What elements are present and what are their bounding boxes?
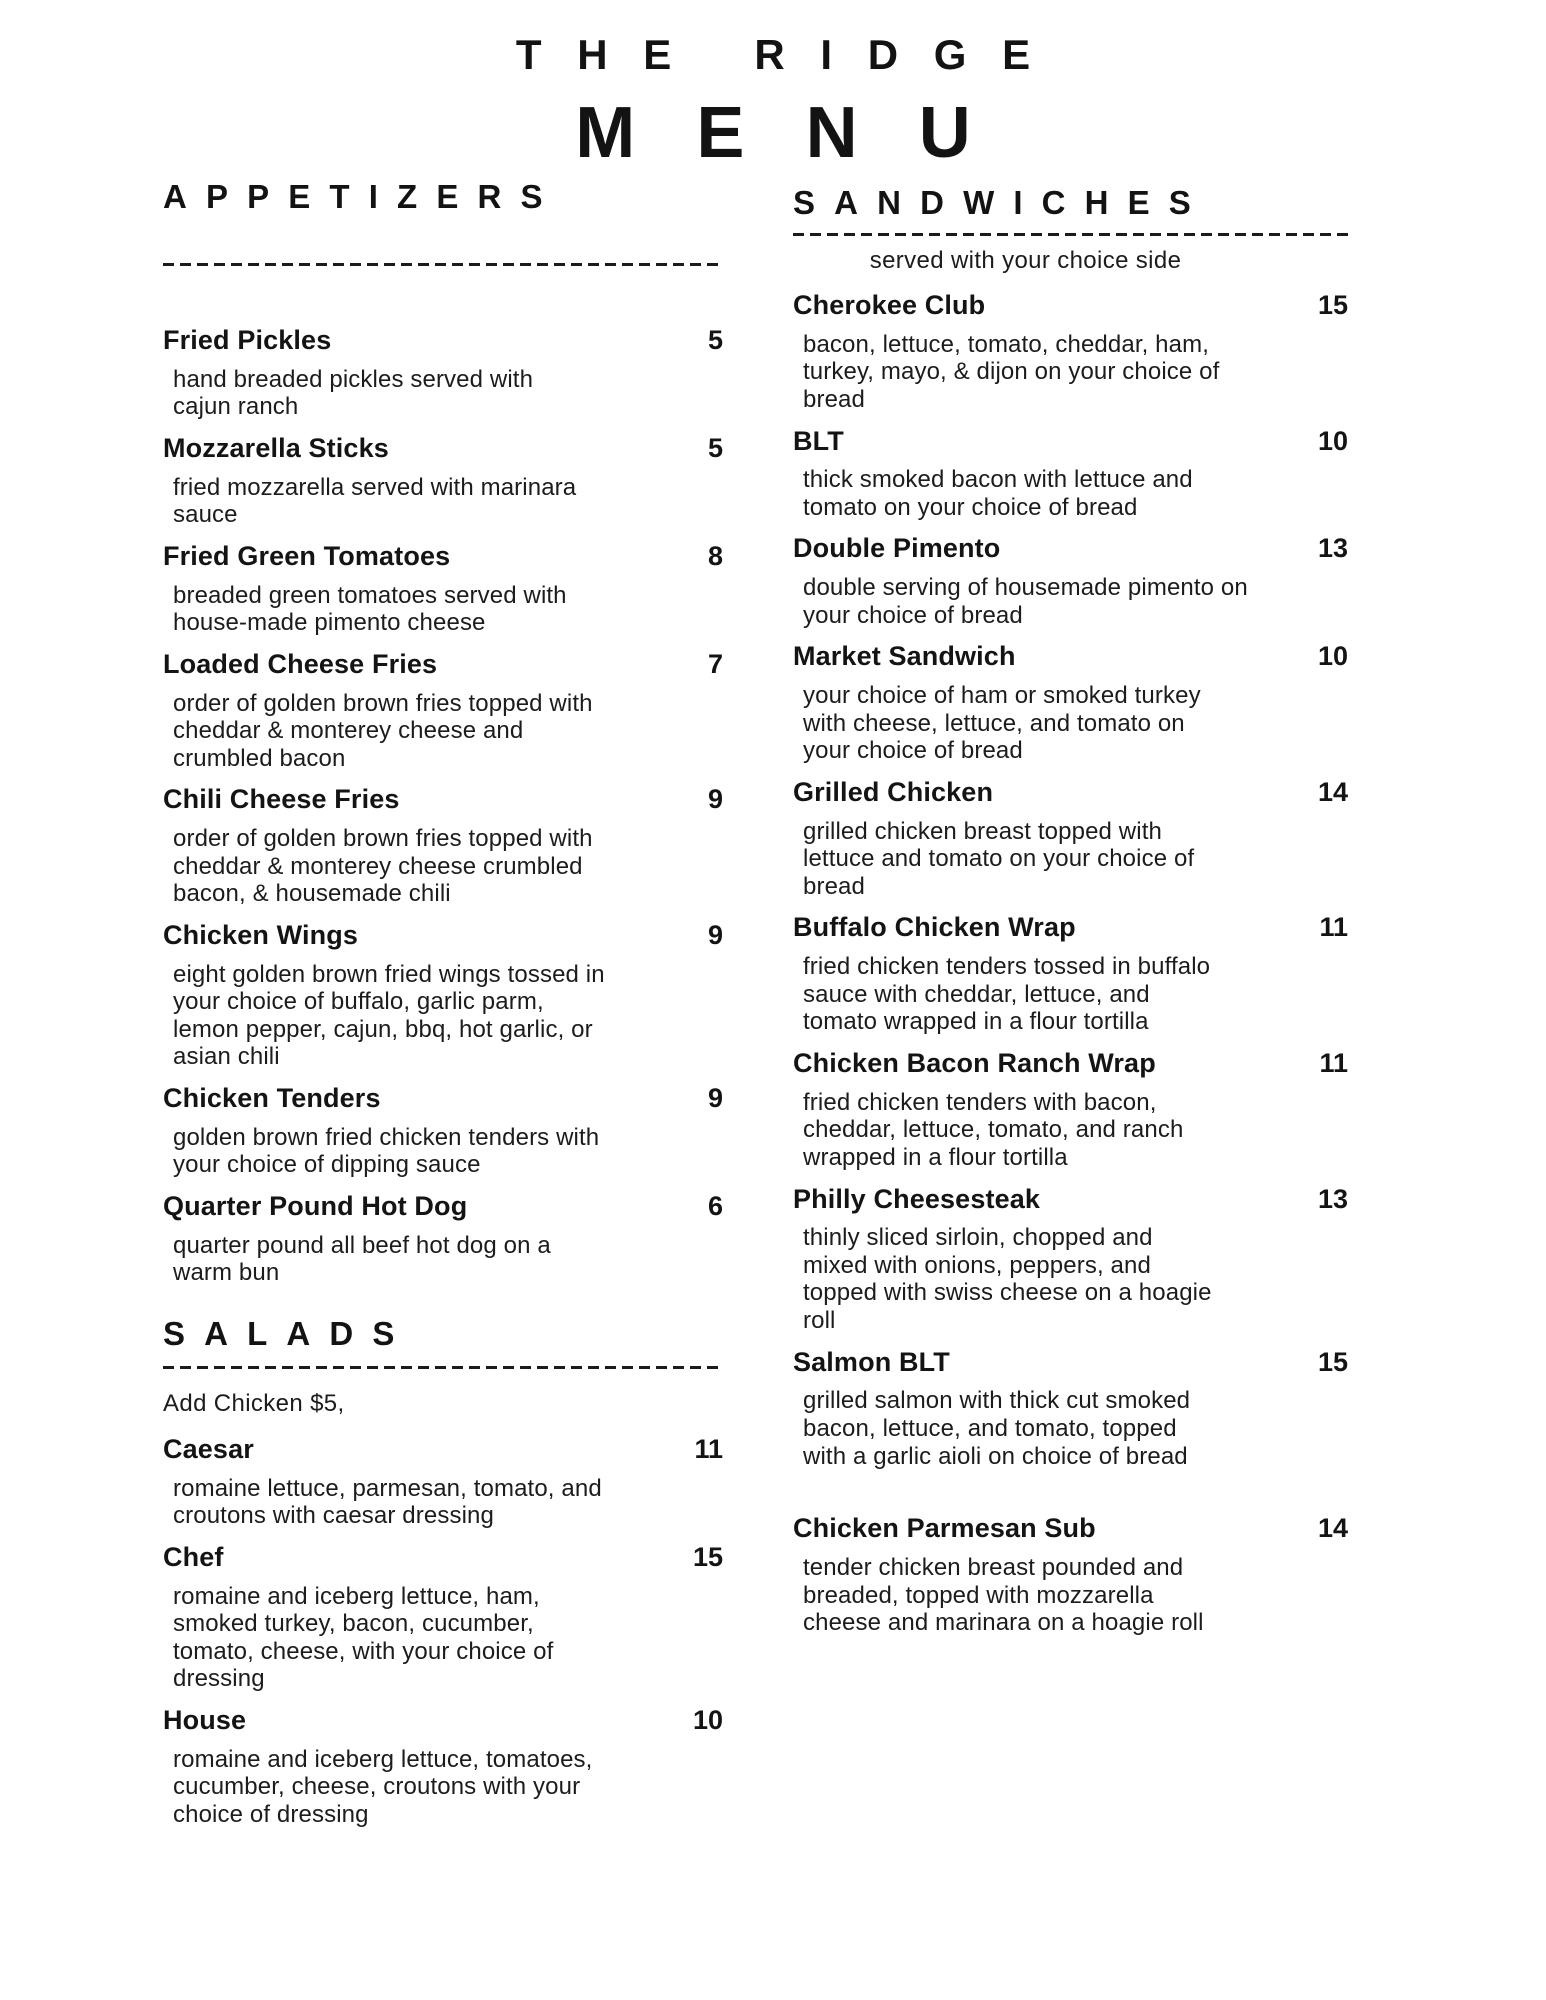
section-note: served with your choice side <box>869 247 1182 274</box>
item-row <box>793 1346 1348 1380</box>
menu-item <box>793 776 1348 901</box>
restaurant-name: THE RIDGE <box>515 31 1066 78</box>
menu-item <box>163 648 723 773</box>
item-row <box>163 1190 723 1224</box>
item-row <box>163 324 723 358</box>
item-price: 7 <box>707 648 723 679</box>
item-price: 9 <box>707 784 723 815</box>
menu-item <box>163 1433 723 1530</box>
item-name: Salmon BLT <box>793 1346 950 1377</box>
item-row <box>163 1541 723 1575</box>
item-name: Caesar <box>163 1433 254 1464</box>
item-name: Fried Pickles <box>163 325 332 355</box>
items-list <box>793 289 1348 1637</box>
menu-item <box>163 783 723 908</box>
item-price: 8 <box>707 540 723 571</box>
menu-item <box>793 1183 1348 1335</box>
section-salads <box>163 1314 723 1829</box>
item-name: Chicken Tenders <box>163 1083 381 1113</box>
item-price: 5 <box>707 325 723 355</box>
item-price: 13 <box>1317 533 1348 564</box>
item-row <box>793 911 1348 945</box>
item-name: Cherokee Club <box>793 290 986 320</box>
item-name: Quarter Pound Hot Dog <box>163 1190 468 1221</box>
item-price: 11 <box>1319 1048 1348 1078</box>
section-heading-salads: SALADS <box>163 1314 414 1352</box>
page-title: MENU <box>575 93 1032 173</box>
item-price: 15 <box>1317 290 1348 320</box>
item-name: BLT <box>793 425 844 456</box>
item-name: Chicken Parmesan Sub <box>793 1513 1096 1544</box>
item-description: romaine lettuce, parmesan, tomato, and croutons with caesar dressing <box>173 1474 602 1530</box>
item-name: Fried Green Tomatoes <box>163 540 451 571</box>
menu-item <box>163 919 723 1071</box>
item-row <box>793 289 1348 323</box>
menu-item <box>163 324 723 421</box>
item-price: 13 <box>1317 1183 1348 1214</box>
item-row <box>163 919 723 953</box>
menu-item <box>793 425 1348 522</box>
item-name: Loaded Cheese Fries <box>163 648 438 679</box>
menu-item <box>163 1704 723 1829</box>
item-price: 9 <box>707 919 723 950</box>
dashed-divider <box>163 263 723 266</box>
item-row <box>163 1082 723 1116</box>
item-description: order of golden brown fries topped with cheddar & monterey cheese and crumbled bacon <box>173 689 593 772</box>
menu-item <box>793 1346 1348 1471</box>
item-row <box>163 432 723 466</box>
item-description: thinly sliced sirloin, chopped and mixed with onions, peppers, and topped with swiss cheese on a hoagie roll <box>803 1224 1212 1335</box>
dashed-divider <box>163 1366 723 1369</box>
item-description: fried chicken tenders with bacon, cheddar, lettuce, tomato, and ranch wrapped in a flour tortilla <box>803 1088 1184 1171</box>
item-description: bacon, lettuce, tomato, cheddar, ham, turkey, mayo, & dijon on your choice of bread <box>803 330 1220 413</box>
item-name: Chili Cheese Fries <box>163 784 400 815</box>
menu-item <box>793 640 1348 765</box>
item-row <box>793 1183 1348 1217</box>
items-list <box>163 324 723 1287</box>
item-row <box>163 648 723 682</box>
item-name: Double Pimento <box>793 533 1001 564</box>
item-description: fried chicken tenders tossed in buffalo sauce with cheddar, lettuce, and tomato wrapped in a flour tortilla <box>803 953 1211 1036</box>
menu-item <box>163 1541 723 1693</box>
item-row <box>793 425 1348 459</box>
section-sandwiches <box>793 186 1348 1637</box>
item-price: 14 <box>1317 776 1348 807</box>
item-price: 10 <box>692 1704 723 1735</box>
item-row <box>163 783 723 817</box>
item-price: 11 <box>694 1433 723 1464</box>
section-heading-appetizers: APPETIZERS <box>163 178 562 215</box>
section-appetizers <box>163 180 723 1287</box>
menu-item <box>793 532 1348 629</box>
item-description: your choice of ham or smoked turkey with cheese, lettuce, and tomato on your choice of bread <box>803 682 1201 765</box>
item-name: Chicken Bacon Ranch Wrap <box>793 1048 1156 1078</box>
item-description: double serving of housemade pimento on your choice of bread <box>803 574 1248 629</box>
item-price: 15 <box>1317 1346 1348 1377</box>
item-description: grilled chicken breast topped with lettuce and tomato on your choice of bread <box>803 817 1195 900</box>
section-heading-sandwiches: SANDWICHES <box>793 184 1210 221</box>
item-description: grilled salmon with thick cut smoked bacon, lettuce, and tomato, topped with a garlic aioli on choice of bread <box>803 1387 1191 1470</box>
item-price: 6 <box>707 1190 723 1221</box>
item-description: romaine and iceberg lettuce, tomatoes, cucumber, cheese, croutons with your choice of dressing <box>173 1745 593 1828</box>
item-row <box>793 1512 1348 1546</box>
item-price: 5 <box>707 432 723 463</box>
item-name: House <box>163 1704 247 1735</box>
section-note: Add Chicken $5, <box>163 1389 345 1417</box>
item-description: breaded green tomatoes served with house-made pimento cheese <box>173 581 567 637</box>
item-description: eight golden brown fried wings tossed in your choice of buffalo, garlic parm, lemon pepper, cajun, bbq, hot garlic, or asian chili <box>173 960 605 1071</box>
item-price: 15 <box>692 1541 723 1572</box>
menu-item <box>793 289 1348 414</box>
item-name: Chicken Wings <box>163 919 359 950</box>
item-price: 10 <box>1317 641 1348 672</box>
items-list <box>163 1433 723 1829</box>
item-description: hand breaded pickles served with cajun ranch <box>173 365 534 421</box>
item-row <box>793 1047 1348 1081</box>
menu-item <box>793 911 1348 1036</box>
item-description: order of golden brown fries topped with cheddar & monterey cheese crumbled bacon, & housemade chili <box>173 825 593 908</box>
menu-item <box>163 1082 723 1179</box>
menu-item <box>793 1512 1348 1637</box>
menu-item <box>793 1047 1348 1172</box>
item-price: 14 <box>1317 1513 1348 1544</box>
item-description: romaine and iceberg lettuce, ham, smoked turkey, bacon, cucumber, tomato, cheese, with your choice of dressing <box>173 1582 554 1693</box>
item-description: tender chicken breast pounded and breaded, topped with mozzarella cheese and marinara on a hoagie roll <box>803 1553 1204 1637</box>
item-row <box>793 776 1348 810</box>
menu-header <box>0 31 1546 173</box>
item-row <box>163 1433 723 1467</box>
item-description: golden brown fried chicken tenders with your choice of dipping sauce <box>173 1123 600 1179</box>
right-column <box>793 186 1348 1648</box>
item-price: 9 <box>707 1083 723 1113</box>
item-name: Mozzarella Sticks <box>163 432 389 463</box>
item-row <box>793 640 1348 674</box>
item-description: fried mozzarella served with marinara sauce <box>173 473 577 529</box>
item-row <box>163 1704 723 1738</box>
item-price: 10 <box>1317 425 1348 456</box>
dashed-divider <box>793 233 1348 236</box>
menu-item <box>163 1190 723 1287</box>
item-row <box>163 540 723 574</box>
item-price: 11 <box>1319 912 1348 943</box>
item-description: quarter pound all beef hot dog on a warm bun <box>173 1231 551 1287</box>
left-column <box>163 180 723 1839</box>
item-description: thick smoked bacon with lettuce and tomato on your choice of bread <box>803 466 1193 521</box>
menu-item <box>163 432 723 529</box>
item-row <box>793 532 1348 566</box>
menu-item <box>163 540 723 637</box>
item-name: Grilled Chicken <box>793 776 994 807</box>
item-name: Chef <box>163 1541 224 1572</box>
item-name: Philly Cheesesteak <box>793 1183 1041 1214</box>
item-name: Buffalo Chicken Wrap <box>793 912 1076 943</box>
item-name: Market Sandwich <box>793 641 1016 672</box>
